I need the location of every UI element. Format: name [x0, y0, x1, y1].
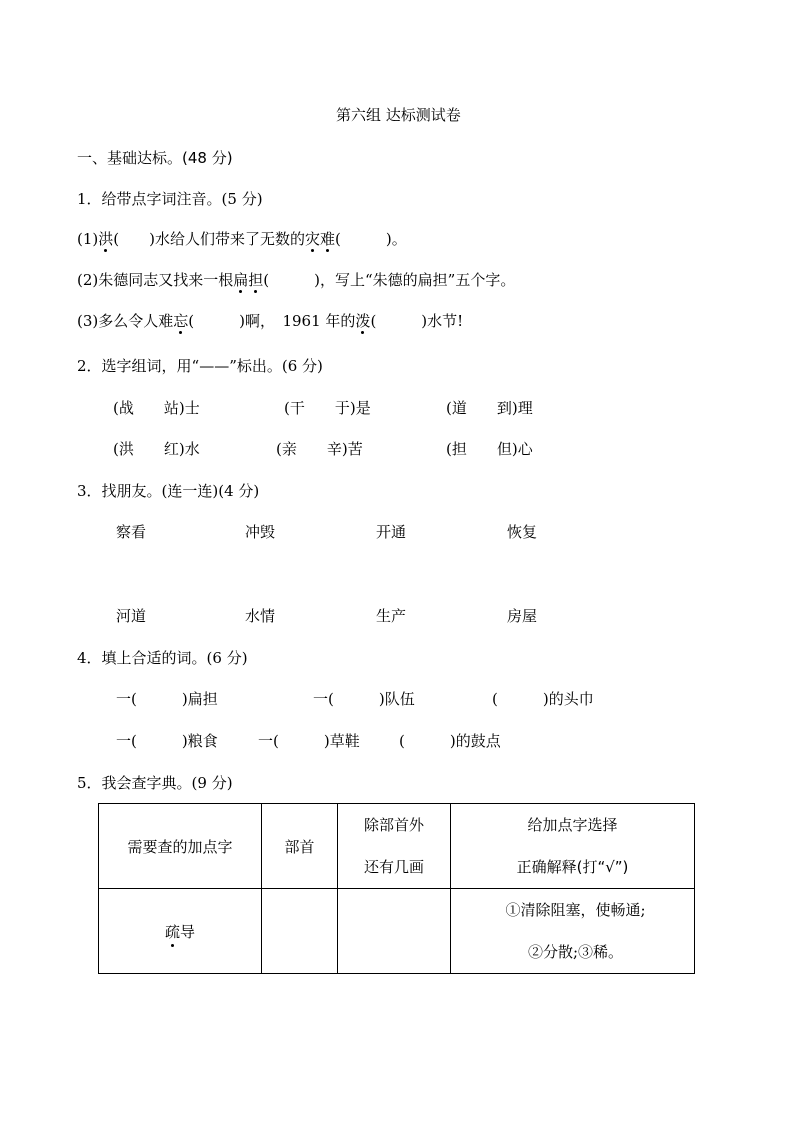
text: (2)朱德同志又找来一根: [77, 271, 234, 289]
dotted-char: 灾: [304, 230, 320, 248]
header-meaning: 给加点字选择 正确解释(打“√”): [451, 804, 695, 889]
radical-answer-cell[interactable]: [262, 889, 338, 974]
match-word-top[interactable]: 恢复: [507, 523, 538, 541]
header-word: 需要查的加点字: [99, 804, 262, 889]
match-word-bottom[interactable]: 生产: [376, 607, 407, 625]
fill-blank[interactable]: 一( )扁担: [116, 690, 218, 708]
text: ( )。: [335, 230, 407, 248]
dotted-char: 疏: [164, 922, 180, 941]
match-word-top[interactable]: 开通: [376, 523, 407, 541]
fill-blank[interactable]: ( )的鼓点: [399, 732, 501, 750]
text: ( )水给人们带来了无数的: [113, 230, 305, 248]
meaning-options-cell[interactable]: [451, 889, 695, 974]
choice-group: (亲 辛)苦: [276, 440, 363, 458]
question-1-line-2: [77, 273, 515, 288]
section-heading: 一、基础达标。(48 分): [77, 149, 233, 167]
match-word-top[interactable]: 冲毁: [245, 523, 276, 541]
item-number: (1): [77, 230, 99, 248]
page-title: 第六组 达标测试卷: [336, 106, 461, 124]
question-2-heading: 2．选字组词，用“——”标出。(6 分): [77, 357, 323, 375]
question-4-heading: 4．填上合适的词。(6 分): [77, 649, 248, 667]
header-radical: 部首: [262, 804, 338, 889]
choice-group: (道 到)理: [446, 399, 533, 417]
dotted-char: 泼: [355, 312, 371, 330]
match-word-top[interactable]: 察看: [116, 523, 147, 541]
match-word-bottom[interactable]: 河道: [116, 607, 147, 625]
fill-blank[interactable]: ( )的头巾: [492, 690, 594, 708]
text: ( )水节!: [370, 312, 464, 330]
choice-group: (担 但)心: [446, 440, 533, 458]
choice-group: (战 站)士: [113, 399, 200, 417]
fill-blank[interactable]: 一( )草鞋: [258, 732, 360, 750]
choice-group: (干 于)是: [284, 399, 371, 417]
dictionary-table: [98, 803, 695, 974]
text: (3)多么令人难: [77, 312, 174, 330]
question-1-line-3: [77, 314, 463, 329]
question-1-line-1: [77, 232, 407, 247]
dotted-char: 忘: [173, 312, 189, 330]
strokes-answer-cell[interactable]: [338, 889, 451, 974]
fill-blank[interactable]: 一( )粮食: [116, 732, 218, 750]
header-strokes: 除部首外 还有几画: [338, 804, 451, 889]
question-3-heading: 3．找朋友。(连一连)(4 分): [77, 482, 260, 500]
text: ( )啊， 1961 年的: [188, 312, 356, 330]
match-word-bottom[interactable]: 水情: [245, 607, 276, 625]
fill-blank[interactable]: 一( )队伍: [313, 690, 415, 708]
text: 导: [180, 922, 196, 941]
dotted-char: 难: [320, 230, 336, 248]
dotted-char: 担: [248, 271, 264, 289]
question-5-heading: 5．我会查字典。(9 分): [77, 774, 233, 792]
option-text: ②分散;③稀。: [527, 943, 624, 961]
dotted-char: 扁: [233, 271, 249, 289]
text: ( )，写上“朱德的扁担”五个字。: [263, 271, 516, 289]
match-word-bottom[interactable]: 房屋: [507, 607, 538, 625]
question-1-heading: 1．给带点字词注音。(5 分): [77, 190, 263, 208]
word-cell: [99, 889, 262, 974]
choice-group: (洪 红)水: [113, 440, 200, 458]
option-text: ①清除阻塞，使畅通;: [505, 901, 646, 919]
dotted-char: 洪: [98, 230, 114, 248]
